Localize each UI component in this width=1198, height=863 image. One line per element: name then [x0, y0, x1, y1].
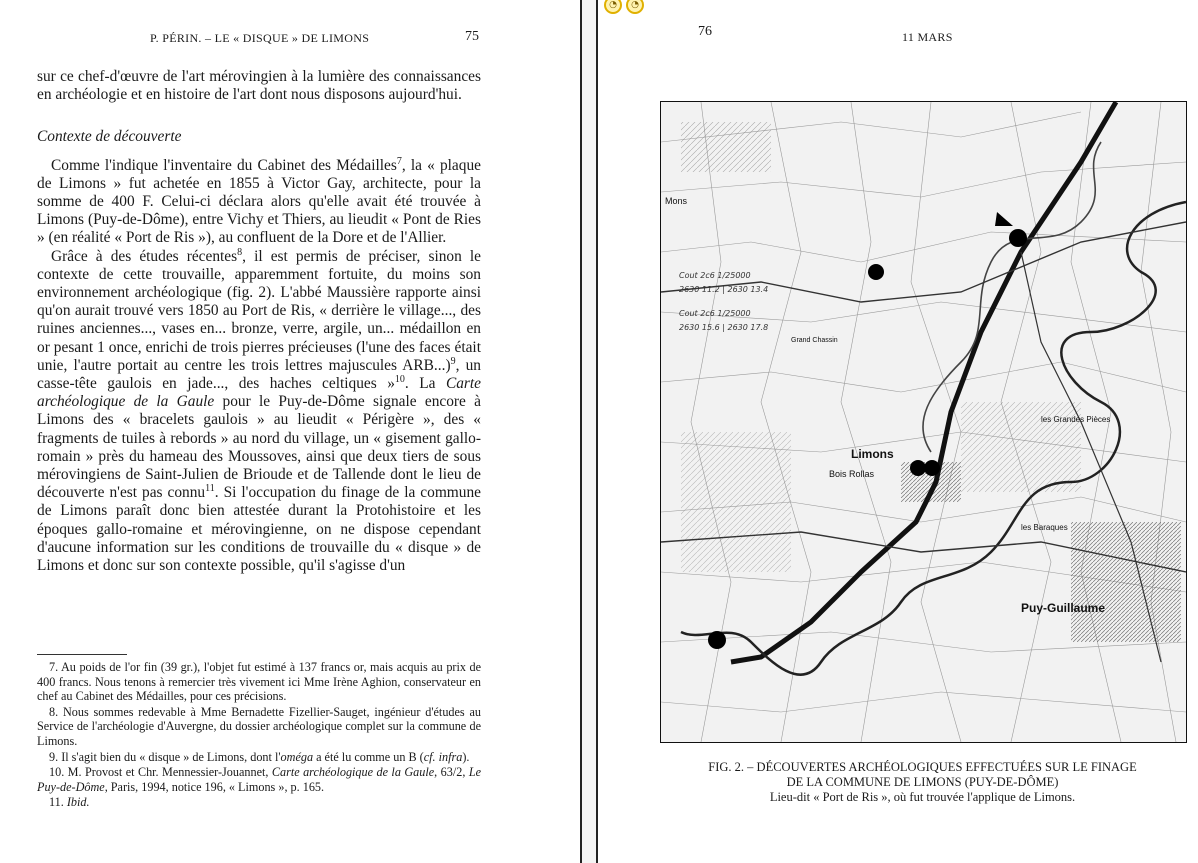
intro-paragraph: sur ce chef-d'œuvre de l'art mérovingien à la lumière des connaissances en archéologie et en histoire de l'art dont nous disposons aujourd'hui. — [37, 68, 481, 104]
paragraph-1: Comme l'indique l'inventaire du Cabinet des Médailles$^7$, la « plaque de Limons » fut achetée en 1855 à Victor Gay, architecte, pour la somme de 400 F. Celui-ci déclara alors qu'elle avait été trouvée à Limons (Puy-de-Dôme), entre Vichy et Thiers, au lieudit « Pont de Ries » (en réalité « Port de Ris »), au confluent de la Dore et de l'Allier. — [37, 155, 481, 247]
map-drawing — [661, 102, 1186, 742]
place-label: Mons — [665, 196, 688, 206]
footnote-11: 11. Ibid. — [49, 795, 90, 810]
place-label: les Baraques — [1021, 523, 1068, 532]
page-number-right: 76 — [698, 24, 712, 39]
footnotes — [37, 660, 481, 811]
footnote-9: 9. Il s'agit bien du « disque » de Limons, dont l'oméga a été lu comme un B (cf. infra). — [49, 749, 470, 764]
find-site-dot — [868, 264, 884, 280]
archaeological-map — [660, 101, 1187, 743]
corner-badges — [604, 0, 644, 14]
footnote-ref[interactable]: 8 — [237, 246, 243, 258]
footnote-rule — [37, 654, 127, 655]
find-site-dot — [1009, 229, 1027, 247]
find-site-dot — [924, 460, 940, 476]
place-label: Grand Chassin — [791, 337, 838, 344]
left-page — [0, 0, 580, 863]
footnote-8: 8. Nous sommes redevable à Mme Bernadette Fizellier-Sauget, ingénieur d'études au Service de l'archéologie d'Auvergne, du dossier archéologique complet sur la commune de Limons. — [37, 704, 481, 748]
caption-line-1: FIG. 2. – DÉCOUVERTES ARCHÉOLOGIQUES EFFECTUÉES SUR LE FINAGE — [708, 760, 1137, 774]
place-label: Bois Rollas — [829, 469, 875, 479]
paragraph-2: Grâce à des études récentes$^8$, il est permis de préciser, sinon le contexte de cette trouvaille, apparemment fortuite, du moins son environnement archéologique (fig. 2). L'abbé Maussière rapporte ainsi qu'on aurait trouvé vers 1850 au Port de Ris, « derrière le village..., des ruines anciennes..., vases en... bronze, verre, argile, un... médaillon en or pesant 1 once, enrichi de trois pierres précieuses (l'une des faces était unie, l'autre portait au centre les trois lettres majuscules ARB...)$^9$, un casse-tête gaulois en jade..., des haches celtiques »$^{10}$. La Carte archéologique de la Gaule pour le Puy-de-Dôme signale encore à Limons des « bracelets gaulois » au lieudit « Périgère », des « fragments de tuiles à rebords » au nord du village, un « gisement gallo-romain » près du hameau des Moussoves, ainsi que deux tiers de sous mérovingiens de Saint-Julien de Brioude et de Tallende dont le lieu de découverte n'est pas connu$^{11}$. Si l'occupation du finage de la commune de Limons paraît donc bien attestée durant la Protohistoire et les époques gallo-romaine et mérovingienne, on ne dispose cependant d'aucune information sur les conditions de trouvaille du « disque » de Limons et donc sur son contexte possible, qu'il s'agisse d'un — [37, 246, 482, 575]
note: 2630 11.2 | 2630 13.4 — [679, 285, 769, 294]
caption-line-2: DE LA COMMUNE DE LIMONS (PUY-DE-DÔME) — [786, 775, 1059, 789]
figure-caption — [660, 760, 1185, 805]
section-heading: Contexte de découverte — [37, 128, 182, 146]
page-number-left: 75 — [465, 29, 479, 44]
place-label: les Grandes Pièces — [1041, 415, 1111, 424]
caption-line-3: Lieu-dit « Port de Ris », où fut trouvée l'applique de Limons. — [769, 790, 1076, 804]
note: Cout 2c6 1/25000 — [679, 309, 751, 318]
book-gutter — [582, 0, 596, 863]
badge-icon[interactable]: ◔ — [604, 0, 622, 14]
footnote-ref[interactable]: 10 — [394, 373, 405, 385]
footnote-7: 7. Au poids de l'or fin (39 gr.), l'objet fut estimé à 137 francs or, mais acquis au prix de 400 francs. Nous tenons à remercier très vivement ici Mme Irène Aghion, conservateur en chef au Cabinet des Médailles, pour ces précisions. — [37, 660, 481, 704]
find-site-dot — [910, 460, 926, 476]
running-head-right: 11 MARS — [902, 30, 953, 44]
place-label: Limons — [851, 447, 894, 461]
footnote-10: 10. M. Provost et Chr. Mennessier-Jouannet, Carte archéologique de la Gaule, 63/2, Le Puy-de-Dôme, Paris, 1994, notice 196, « Limons », p. 165. — [37, 765, 482, 794]
footnote-ref[interactable]: 11 — [205, 483, 215, 495]
badge-icon[interactable]: ◔ — [626, 0, 644, 14]
running-head-left: P. PÉRIN. – LE « DISQUE » DE LIMONS — [150, 31, 370, 45]
place-label: Puy-Guillaume — [1021, 601, 1106, 615]
body-text — [37, 68, 481, 575]
find-site-dot — [708, 631, 726, 649]
footnote-ref[interactable]: 7 — [396, 155, 402, 167]
footnote-ref[interactable]: 9 — [450, 355, 456, 367]
note: 2630 15.6 | 2630 17.8 — [679, 323, 769, 332]
note: Cout 2c6 1/25000 — [679, 271, 751, 280]
